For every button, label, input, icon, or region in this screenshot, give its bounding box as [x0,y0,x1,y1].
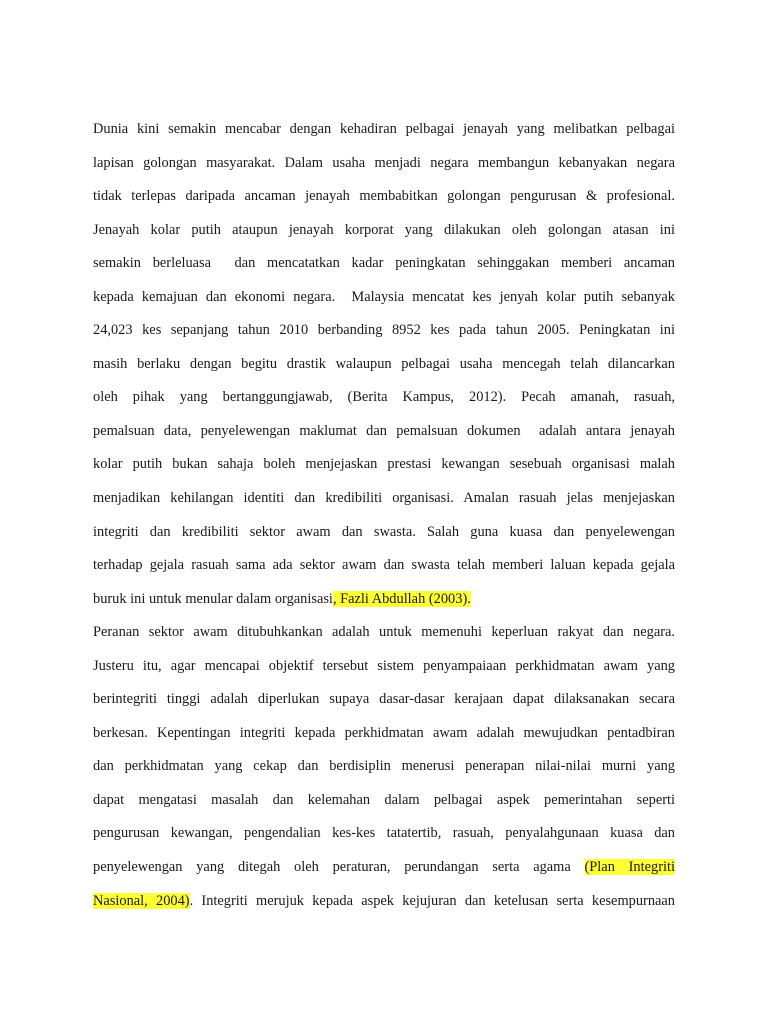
text-segment: buruk ini untuk menular dalam organisasi [93,590,333,607]
highlighted-citation: , Fazli Abdullah (2003). [332,590,471,607]
text-segment: . Integriti merujuk kepada aspek kejujuran dan ketelusan serta kesempurnaan [189,892,675,909]
text-line: terhadap gejala rasuah sama ada sektor awam dan swasta telah memberi laluan kepada gejala [93,557,675,574]
paragraph-1 [93,113,675,616]
text-line [93,885,675,919]
text-line: semakin berleluasa dan mencatatkan kadar peningkatan sehinggakan memberi ancaman [93,255,675,272]
text-line: pemalsuan data, penyelewengan maklumat dan pemalsuan dokumen adalah antara jenayah [93,422,675,439]
text-line: dapat mengatasi masalah dan kelemahan dalam pelbagai aspek pemerintahan seperti [93,791,675,808]
text-line: 24,023 kes sepanjang tahun 2010 berbanding 8952 kes pada tahun 2005. Peningkatan ini [93,322,675,339]
text-line: tidak terlepas daripada ancaman jenayah membabitkan golongan pengurusan & profesional. [93,188,675,205]
text-line: kolar putih bukan sahaja boleh menjejaskan prestasi kewangan sesebuah organisasi malah [93,456,675,473]
text-line: menjadikan kehilangan identiti dan kredibiliti organisasi. Amalan rasuah jelas menjejaskan [93,490,675,507]
text-line: masih berlaku dengan begitu drastik walaupun pelbagai usaha mencegah telah dilancarkan [93,355,675,372]
text-line: integriti dan kredibiliti sektor awam dan swasta. Salah guna kuasa dan penyelewengan [93,523,675,540]
paragraph-2 [93,616,675,918]
text-line: kepada kemajuan dan ekonomi negara. Malaysia mencatat kes jenyah kolar putih sebanyak [93,288,675,305]
text-line: oleh pihak yang bertanggungjawab, (Berita Kampus, 2012). Pecah amanah, rasuah, [93,389,675,406]
text-line: Justeru itu, agar mencapai objektif tersebut sistem penyampaiaan perkhidmatan awam yang [93,657,675,674]
text-line: Peranan sektor awam ditubuhkankan adalah untuk memenuhi keperluan rakyat dan negara. [93,624,675,641]
text-segment: penyelewengan yang ditegah oleh peraturan, perundangan serta agama [93,859,585,876]
text-line [93,851,675,885]
highlighted-citation: Nasional, 2004) [93,892,190,909]
document-body [93,113,675,918]
text-line: lapisan golongan masyarakat. Dalam usaha menjadi negara membangun kebanyakan negara [93,154,675,171]
text-line: Dunia kini semakin mencabar dengan kehadiran pelbagai jenayah yang melibatkan pelbagai [93,121,675,137]
text-line: pengurusan kewangan, pengendalian kes-kes tatatertib, rasuah, penyalahgunaan kuasa dan [93,825,675,842]
highlighted-citation: (Plan Integriti [584,859,675,876]
text-line: berintegriti tinggi adalah diperlukan supaya dasar-dasar kerajaan dapat dilaksanakan secara [93,691,675,708]
text-line: Jenayah kolar putih ataupun jenayah korporat yang dilakukan oleh golongan atasan ini [93,221,675,238]
text-line: dan perkhidmatan yang cekap dan berdisiplin menerusi penerapan nilai-nilai murni yang [93,758,675,775]
text-line-last [93,583,675,617]
text-line: berkesan. Kepentingan integriti kepada perkhidmatan awam adalah mewujudkan pentadbiran [93,724,675,741]
